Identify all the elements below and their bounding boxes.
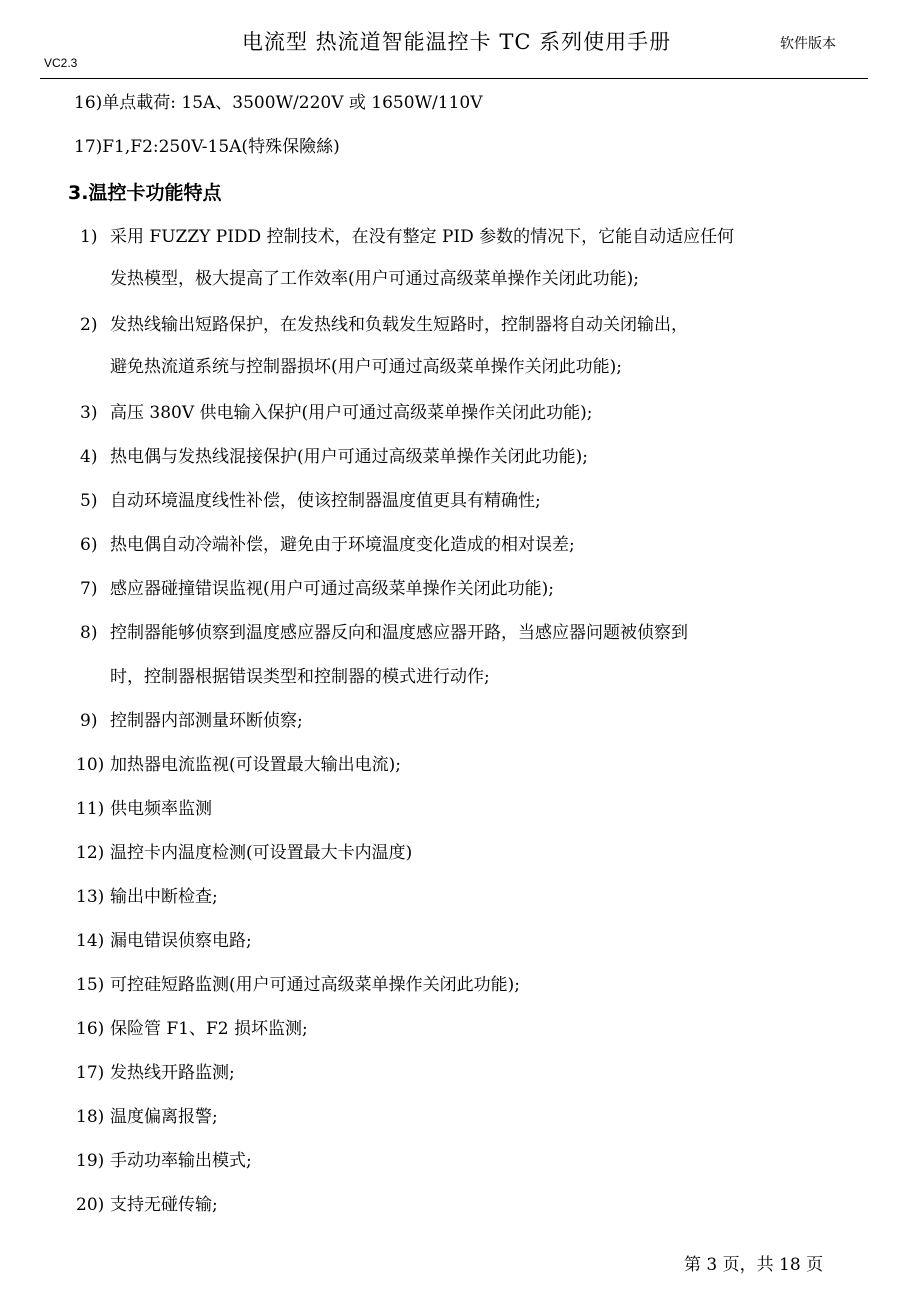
feature-item-text: 控制器内部测量环断侦察; xyxy=(110,711,303,731)
feature-item-text: 温度偏离报警; xyxy=(110,1107,218,1127)
feature-item-number: 20) xyxy=(76,1195,105,1215)
feature-item-text: 发热线开路监测; xyxy=(110,1063,235,1083)
feature-item-text: 漏电错误侦察电路; xyxy=(110,931,252,951)
document-title: 电流型 热流道智能温控卡 TC 系列使用手册 xyxy=(242,30,672,54)
spec-item-text: 单点載荷: 15A、3500W/220V 或 1650W/110V xyxy=(102,93,483,113)
feature-item-text: 热电偶自动冷端补偿，避免由于环境温度变化造成的相对误差; xyxy=(110,535,575,555)
feature-item-text: 支持无碰传输; xyxy=(110,1195,218,1215)
feature-item-text: 热电偶与发热线混接保护(用户可通过高级菜单操作关闭此功能); xyxy=(110,447,588,467)
section-heading: 3.温控卡功能特点 xyxy=(68,182,222,204)
feature-item-text: 高压 380V 供电输入保护(用户可通过高级菜单操作关闭此功能); xyxy=(110,403,593,423)
feature-item-text: 供电频率监测 xyxy=(110,799,212,819)
feature-item-number: 13) xyxy=(76,887,105,907)
feature-item-text: 避免热流道系统与控制器损坏(用户可通过高级菜单操作关闭此功能); xyxy=(110,357,622,377)
version-code: VC2.3 xyxy=(44,56,78,70)
feature-item-text: 手动功率输出模式; xyxy=(110,1151,252,1171)
feature-item-number: 4) xyxy=(80,447,98,467)
spec-item-text: F1,F2:250V-15A(特殊保險絲) xyxy=(102,137,340,157)
spec-item xyxy=(74,92,483,114)
feature-item-number: 19) xyxy=(76,1151,105,1171)
feature-item-text: 发热线输出短路保护，在发热线和负载发生短路时，控制器将自动关闭输出， xyxy=(110,315,688,335)
feature-item-text: 可控硅短路监测(用户可通过高级菜单操作关闭此功能); xyxy=(110,975,520,995)
feature-item-text: 自动环境温度线性补偿，使该控制器温度值更具有精确性; xyxy=(110,491,541,511)
feature-item-number: 7) xyxy=(80,579,98,599)
feature-item-number: 6) xyxy=(80,535,98,555)
feature-item-text: 感应器碰撞错误监视(用户可通过高级菜单操作关闭此功能); xyxy=(110,579,554,599)
feature-item-text: 控制器能够侦察到温度感应器反向和温度感应器开路，当感应器问题被侦察到 xyxy=(110,623,688,643)
feature-item-number: 15) xyxy=(76,975,105,995)
feature-item-number: 1) xyxy=(80,227,98,247)
header-divider xyxy=(40,78,868,79)
feature-item-text: 时，控制器根据错误类型和控制器的模式进行动作; xyxy=(110,667,490,687)
page-number: 第 3 页，共 18 页 xyxy=(684,1255,824,1275)
feature-item-number: 16) xyxy=(76,1019,105,1039)
feature-item-number: 2) xyxy=(80,315,98,335)
feature-item-text: 发热模型，极大提高了工作效率(用户可通过高级菜单操作关闭此功能); xyxy=(110,269,639,289)
spec-item-number: 16) xyxy=(74,93,103,113)
feature-item-text: 温控卡内温度检测(可设置最大卡内温度) xyxy=(110,843,413,863)
feature-item-number: 12) xyxy=(76,843,105,863)
feature-item-number: 10) xyxy=(76,755,105,775)
feature-item-number: 9) xyxy=(80,711,98,731)
feature-item-number: 8) xyxy=(80,623,98,643)
feature-item-number: 5) xyxy=(80,491,98,511)
software-version-label: 软件版本 xyxy=(780,36,836,52)
feature-item-text: 加热器电流监视(可设置最大输出电流); xyxy=(110,755,401,775)
feature-item-text: 保险管 F1、F2 损坏监测; xyxy=(110,1019,308,1039)
feature-item-number: 17) xyxy=(76,1063,105,1083)
feature-item-text: 输出中断检查; xyxy=(110,887,218,907)
spec-item-number: 17) xyxy=(74,137,103,157)
feature-item-number: 14) xyxy=(76,931,105,951)
feature-item-text: 采用 FUZZY PIDD 控制技术，在没有整定 PID 参数的情况下，它能自动适应任何 xyxy=(110,227,735,247)
feature-item-number: 3) xyxy=(80,403,98,423)
feature-item-number: 18) xyxy=(76,1107,105,1127)
spec-item xyxy=(74,136,340,158)
feature-item-number: 11) xyxy=(76,799,105,819)
